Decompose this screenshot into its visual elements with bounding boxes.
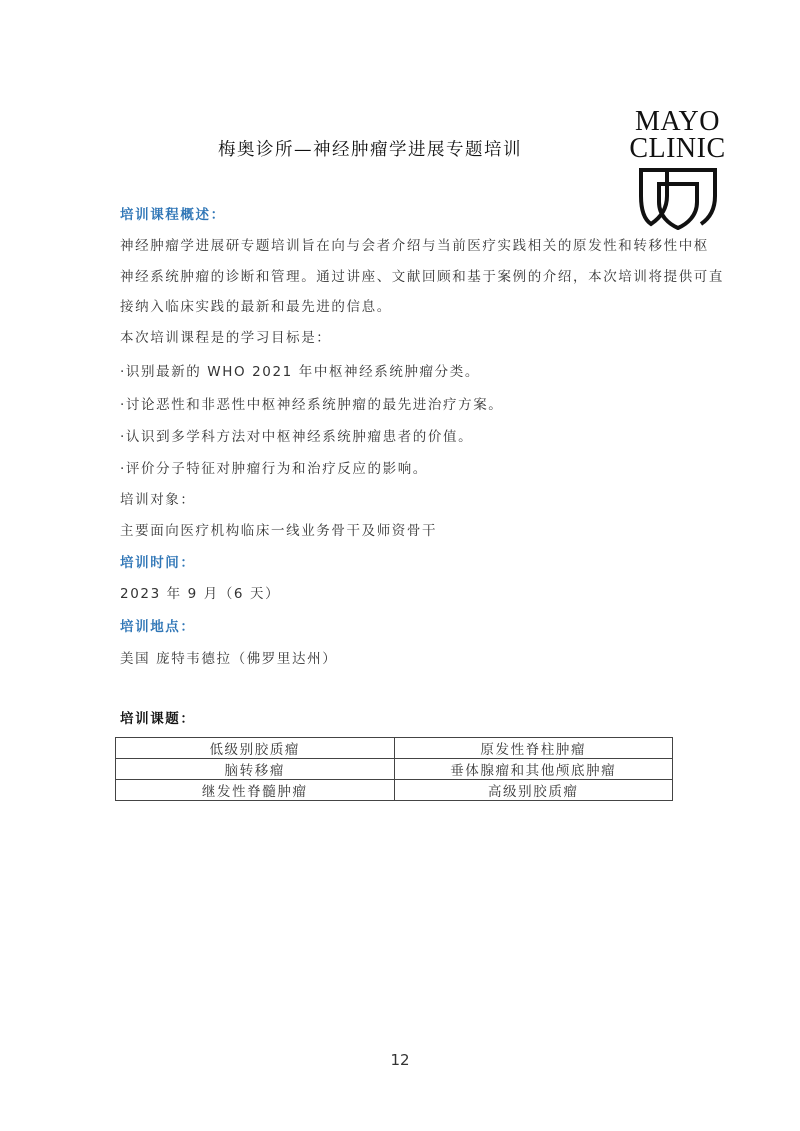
- table-row: [116, 738, 673, 759]
- audience-heading: 培训对象：: [120, 492, 196, 508]
- table-cell: 低级别胶质瘤: [116, 738, 395, 759]
- time-text: 2023 年 9 月（6 天）: [120, 586, 281, 602]
- page-title: 梅奥诊所—神经肿瘤学进展专题培训: [218, 140, 522, 160]
- location-text: 美国 庞特韦德拉（佛罗里达州）: [120, 651, 338, 667]
- location-heading: 培训地点：: [120, 619, 196, 635]
- table-row: [116, 780, 673, 801]
- overview-line: 神经肿瘤学进展研专题培训旨在向与会者介绍与当前医疗实践相关的原发性和转移性中枢: [120, 238, 709, 254]
- objective-item: ·评价分子特征对肿瘤行为和治疗反应的影响。: [120, 461, 428, 477]
- topics-table: [115, 737, 673, 801]
- objective-item: ·认识到多学科方法对中枢神经系统肿瘤患者的价值。: [120, 429, 474, 445]
- page-number: 12: [390, 1051, 410, 1069]
- table-cell: 垂体腺瘤和其他颅底肿瘤: [394, 759, 673, 780]
- overview-line: 神经系统肿瘤的诊断和管理。通过讲座、文献回顾和基于案例的介绍，本次培训将提供可直: [120, 269, 724, 285]
- logo-line-2: CLINIC: [629, 133, 726, 164]
- table-cell: 高级别胶质瘤: [394, 780, 673, 801]
- time-heading: 培训时间：: [120, 555, 196, 571]
- objectives-intro: 本次培训课程是的学习目标是：: [120, 330, 332, 346]
- mayo-clinic-logo: [620, 108, 735, 235]
- table-cell: 原发性脊柱肿瘤: [394, 738, 673, 759]
- table-cell: 继发性脊髓肿瘤: [116, 780, 395, 801]
- objective-item: ·讨论恶性和非恶性中枢神经系统肿瘤的最先进治疗方案。: [120, 397, 504, 413]
- table-row: [116, 759, 673, 780]
- overview-heading: 培训课程概述：: [120, 207, 226, 223]
- table-cell: 脑转移瘤: [116, 759, 395, 780]
- shields-icon: [637, 166, 719, 230]
- overview-line: 接纳入临床实践的最新和最先进的信息。: [120, 299, 392, 315]
- logo-line-1: MAYO: [635, 106, 720, 137]
- topics-heading: 培训课题：: [120, 711, 196, 727]
- audience-text: 主要面向医疗机构临床一线业务骨干及师资骨干: [120, 523, 438, 539]
- objective-item: ·识别最新的 WHO 2021 年中枢神经系统肿瘤分类。: [120, 364, 480, 380]
